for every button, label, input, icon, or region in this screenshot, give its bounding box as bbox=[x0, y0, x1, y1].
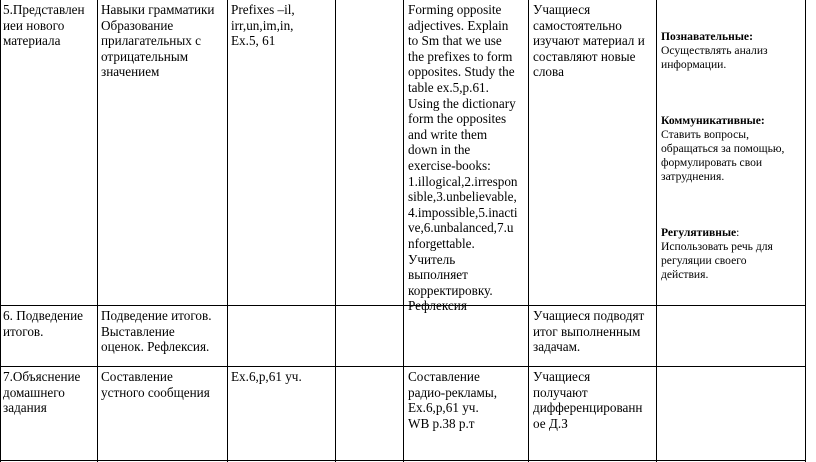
competency-cognitive bbox=[661, 16, 803, 86]
competency-cognitive-text: Осуществлять анализ информации. bbox=[661, 44, 768, 71]
table-border-bottom bbox=[0, 460, 806, 461]
row1-student-task-cell: Forming opposite adjectives. Explain to Sm that we use the prefixes to form opposites. Study the table ex.5,p.61. Using the dictionary form the opposites and write them down in the exercise-books: 1.illogical,2.irrespon sible,3.unbelievable, 4.impossible,5.inacti ve,6.unbalanced,7.u nforgettable. Учитель выполняет корректировку. Рефлексия bbox=[408, 2, 518, 314]
row1-student-activity-cell: Учащиеся самостоятельно изучают материал и составляют новые слова bbox=[533, 2, 645, 80]
column-divider-4 bbox=[403, 0, 404, 462]
row3-teacher-cell: Составление устного сообщения bbox=[101, 369, 210, 400]
column-divider-1 bbox=[97, 0, 98, 462]
row1-competencies-cell bbox=[661, 2, 803, 310]
competency-communicative-title: Коммуникативные: bbox=[661, 114, 765, 127]
row3-student-activity-cell: Учащиеся получают дифференцированн ое Д.З bbox=[533, 369, 643, 431]
row2-stage-cell: 6. Подведение итогов. bbox=[3, 308, 83, 339]
row1-teacher-cell: Навыки грамматики Образование прилагательных с отрицательным значением bbox=[101, 2, 215, 80]
competency-communicative-text: Ставить вопросы, обращаться за помощью, формулировать свои затруднения. bbox=[661, 128, 785, 183]
column-divider-5 bbox=[528, 0, 529, 462]
row1-stage-cell: 5.Представлен иеи нового материала bbox=[3, 2, 85, 49]
row1-content-cell: Prefixes –il, irr,un,im,in, Ex.5, 61 bbox=[231, 2, 295, 49]
row3-stage-cell: 7.Объяснение домашнего задания bbox=[3, 369, 81, 416]
competency-communicative bbox=[661, 100, 803, 198]
competency-regulatory-text: Использовать речь для регуляции своего действия. bbox=[661, 240, 773, 281]
row3-student-task-cell: Составление радио-рекламы, Ex.6,p,61 уч. WB p.38 p.т bbox=[408, 369, 497, 431]
row-divider-2 bbox=[0, 366, 806, 367]
competency-regulatory-colon: : bbox=[736, 226, 740, 239]
competency-regulatory-title: Регулятивные bbox=[661, 226, 737, 239]
table-border-right bbox=[805, 0, 806, 462]
competency-cognitive-title: Познавательные: bbox=[661, 30, 753, 43]
row3-content-cell: Ex.6,p,61 уч. bbox=[231, 369, 302, 384]
row2-teacher-cell: Подведение итогов. Выставление оценок. Рефлексия. bbox=[101, 308, 212, 355]
column-divider-2 bbox=[227, 0, 228, 462]
column-divider-6 bbox=[656, 0, 657, 462]
row2-student-activity-cell: Учащиеся подводят итог выполненным задачам. bbox=[533, 308, 645, 355]
column-divider-3 bbox=[335, 0, 336, 462]
table-border-left bbox=[0, 0, 1, 462]
competency-regulatory bbox=[661, 212, 803, 296]
